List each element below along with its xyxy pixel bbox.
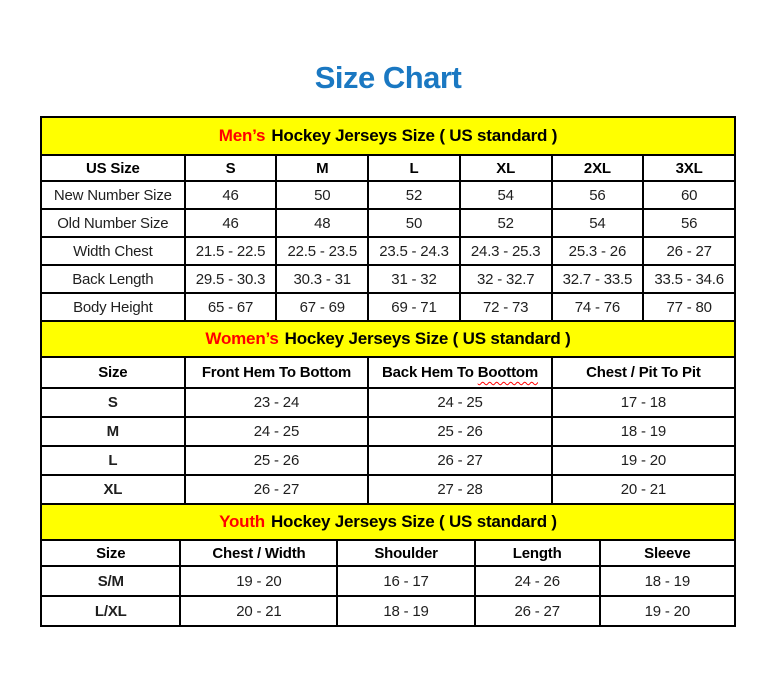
table-cell: 26 - 27 (368, 446, 552, 475)
table-row (41, 388, 735, 417)
column-header: Chest / Pit To Pit (552, 357, 735, 388)
table-row (41, 237, 735, 265)
column-header: 3XL (643, 155, 735, 181)
table-cell: 31 - 32 (368, 265, 460, 293)
table-cell: 32 - 32.7 (460, 265, 552, 293)
column-header: Chest / Width (180, 540, 337, 566)
table-cell: 17 - 18 (552, 388, 735, 417)
column-header: Shoulder (337, 540, 474, 566)
table-cell: 33.5 - 34.6 (643, 265, 735, 293)
table-cell: 77 - 80 (643, 293, 735, 321)
table-cell: 26 - 27 (185, 475, 369, 504)
table-cell: 72 - 73 (460, 293, 552, 321)
banner-highlight: Youth (219, 512, 265, 531)
page-title: Size Chart (314, 60, 462, 95)
banner-highlight: Women’s (205, 329, 279, 348)
table-row (41, 475, 735, 504)
table-cell: 25 - 26 (185, 446, 369, 475)
table-cell: 16 - 17 (337, 566, 474, 596)
table-cell: 50 (276, 181, 368, 209)
table-row (41, 209, 735, 237)
table-cell: 24 - 25 (185, 417, 369, 446)
table-cell: 20 - 21 (552, 475, 735, 504)
table-cell: 26 - 27 (475, 596, 600, 626)
table-row (41, 265, 735, 293)
table-cell: 48 (276, 209, 368, 237)
size-chart-tables (40, 116, 736, 627)
column-header: Size (41, 540, 180, 566)
row-label: M (41, 417, 185, 446)
misspelled-word: Boottom (477, 364, 538, 381)
table-cell: 74 - 76 (552, 293, 644, 321)
table-row (41, 446, 735, 475)
table-cell: 25.3 - 26 (552, 237, 644, 265)
column-header: Back Hem To Boottom (368, 357, 552, 388)
column-header: Size (41, 357, 185, 388)
table-cell: 52 (460, 209, 552, 237)
table-banner (41, 117, 735, 155)
table-row (41, 181, 735, 209)
table-row (41, 293, 735, 321)
table-row (41, 596, 735, 626)
row-label: L (41, 446, 185, 475)
table-cell: 46 (185, 181, 277, 209)
column-header: US Size (41, 155, 185, 181)
table-cell: 56 (552, 181, 644, 209)
row-label: Body Height (41, 293, 185, 321)
row-label: S (41, 388, 185, 417)
banner-rest: Hockey Jerseys Size ( US standard ) (270, 512, 557, 531)
banner-rest: Hockey Jerseys Size ( US standard ) (284, 329, 571, 348)
column-header: M (276, 155, 368, 181)
row-label: Old Number Size (41, 209, 185, 237)
table-row (41, 417, 735, 446)
table-cell: 65 - 67 (185, 293, 277, 321)
column-header: Sleeve (600, 540, 735, 566)
banner-row (41, 321, 735, 357)
table-banner (41, 504, 735, 540)
column-header: Length (475, 540, 600, 566)
table-banner (41, 321, 735, 357)
table-cell: 24 - 25 (368, 388, 552, 417)
table-cell: 18 - 19 (552, 417, 735, 446)
table-cell: 25 - 26 (368, 417, 552, 446)
row-label: S/M (41, 566, 180, 596)
header-row (41, 540, 735, 566)
table-cell: 56 (643, 209, 735, 237)
size-table-womens (40, 320, 736, 505)
table-cell: 50 (368, 209, 460, 237)
table-cell: 21.5 - 22.5 (185, 237, 277, 265)
table-cell: 23 - 24 (185, 388, 369, 417)
size-table-youth (40, 503, 736, 627)
column-header: L (368, 155, 460, 181)
table-cell: 24 - 26 (475, 566, 600, 596)
column-header: 2XL (552, 155, 644, 181)
table-cell: 27 - 28 (368, 475, 552, 504)
table-cell: 54 (552, 209, 644, 237)
table-cell: 52 (368, 181, 460, 209)
row-label: Back Length (41, 265, 185, 293)
table-cell: 23.5 - 24.3 (368, 237, 460, 265)
header-row (41, 357, 735, 388)
table-cell: 19 - 20 (552, 446, 735, 475)
table-cell: 18 - 19 (600, 566, 735, 596)
banner-highlight: Men’s (218, 126, 266, 145)
table-cell: 60 (643, 181, 735, 209)
table-cell: 24.3 - 25.3 (460, 237, 552, 265)
table-cell: 29.5 - 30.3 (185, 265, 277, 293)
table-cell: 18 - 19 (337, 596, 474, 626)
banner-row (41, 117, 735, 155)
table-cell: 67 - 69 (276, 293, 368, 321)
row-label: New Number Size (41, 181, 185, 209)
table-cell: 19 - 20 (180, 566, 337, 596)
table-cell: 32.7 - 33.5 (552, 265, 644, 293)
table-cell: 30.3 - 31 (276, 265, 368, 293)
row-label: XL (41, 475, 185, 504)
table-cell: 19 - 20 (600, 596, 735, 626)
table-cell: 20 - 21 (180, 596, 337, 626)
column-header: XL (460, 155, 552, 181)
table-cell: 22.5 - 23.5 (276, 237, 368, 265)
table-cell: 54 (460, 181, 552, 209)
column-header: Front Hem To Bottom (185, 357, 369, 388)
size-table-mens (40, 116, 736, 322)
banner-row (41, 504, 735, 540)
table-cell: 26 - 27 (643, 237, 735, 265)
table-row (41, 566, 735, 596)
banner-rest: Hockey Jerseys Size ( US standard ) (271, 126, 558, 145)
row-label: Width Chest (41, 237, 185, 265)
row-label: L/XL (41, 596, 180, 626)
header-row (41, 155, 735, 181)
table-cell: 69 - 71 (368, 293, 460, 321)
table-cell: 46 (185, 209, 277, 237)
column-header: S (185, 155, 277, 181)
